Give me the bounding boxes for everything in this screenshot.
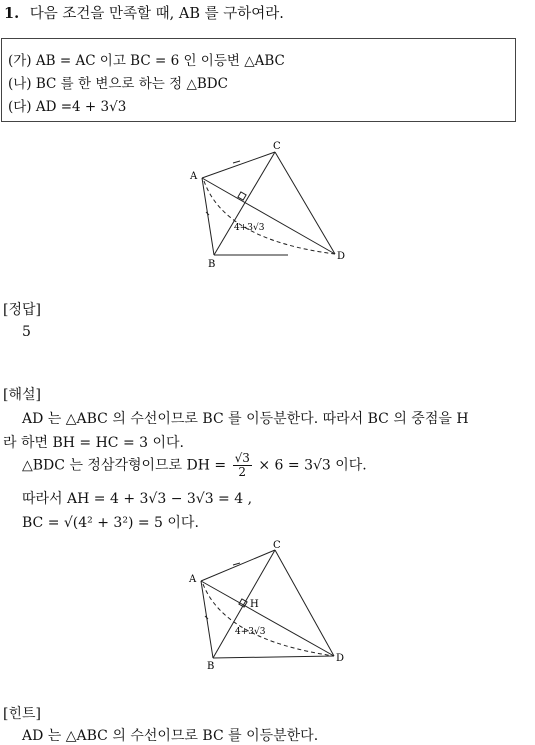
hint-heading: [힌트]	[3, 706, 41, 722]
explanation-heading: [해설]	[3, 387, 41, 403]
explanation-line-4: 따라서 AH = 4 + 3√3 − 3√3 = 4 ,	[22, 491, 253, 507]
problem-statement	[4, 2, 284, 23]
condition-label: (다)	[8, 99, 32, 115]
condition-da	[8, 95, 126, 115]
explanation-line-1: AD 는 △ABC 의 수선이므로 BC 를 이등분한다. 따라서 BC 의 중점을 H	[22, 411, 469, 427]
label-b: B	[207, 661, 215, 672]
label-c: C	[273, 540, 281, 551]
problem-text: 다음 조건을 만족할 때, AB 를 구하여라.	[29, 6, 284, 22]
label-b: B	[208, 259, 216, 270]
segment-cd	[275, 152, 335, 254]
explanation-line-5: BC = √(4² + 3²) = 5 이다.	[22, 515, 199, 531]
hint-text: AD 는 △ABC 의 수선이므로 BC 를 이등분한다.	[22, 728, 319, 744]
condition-text: AD =4 + 3√3	[35, 99, 127, 115]
condition-label: (나)	[8, 76, 32, 92]
explanation-line-3-post: × 6 = 3√3 이다.	[258, 457, 367, 474]
answer-value: 5	[22, 324, 31, 340]
segment-bd	[213, 656, 334, 658]
length-label: 4+3√3	[234, 223, 265, 233]
tick-mark	[233, 161, 240, 163]
condition-label: (가)	[8, 53, 32, 69]
fraction	[233, 452, 252, 479]
segment-ac	[201, 550, 275, 581]
conditions-box	[1, 38, 516, 122]
explanation-line-3-pre: △BDC 는 정삼각형이므로 DH =	[22, 457, 227, 474]
condition-ga	[8, 49, 285, 69]
condition-na	[8, 72, 228, 92]
segment-cd	[275, 550, 334, 656]
explanation-line-2: 라 하면 BH = HC = 3 이다.	[3, 435, 185, 451]
label-a: A	[189, 574, 197, 585]
condition-text: AB = AC 이고 BC = 6 인 이등변 △ABC	[35, 53, 285, 69]
segment-bc	[213, 550, 275, 658]
segment-ad	[202, 178, 335, 254]
explanation-line-3	[22, 452, 367, 479]
segment-bc	[214, 152, 275, 255]
label-c: C	[273, 141, 281, 152]
fraction-denominator: 2	[238, 465, 247, 479]
label-d: D	[336, 653, 345, 664]
label-d: D	[337, 251, 346, 262]
label-a: A	[190, 171, 198, 182]
length-label: 4+3√3	[235, 627, 266, 637]
label-h: H	[250, 599, 259, 610]
fraction-numerator: √3	[234, 451, 250, 465]
figure-triangles-1	[180, 135, 360, 275]
condition-text: BC 를 한 변으로 하는 정 △BDC	[35, 76, 228, 92]
figure-triangles-2	[180, 540, 360, 675]
segment-ac	[202, 152, 275, 178]
answer-heading: [정답]	[3, 302, 41, 318]
problem-number: 1.	[4, 5, 20, 22]
